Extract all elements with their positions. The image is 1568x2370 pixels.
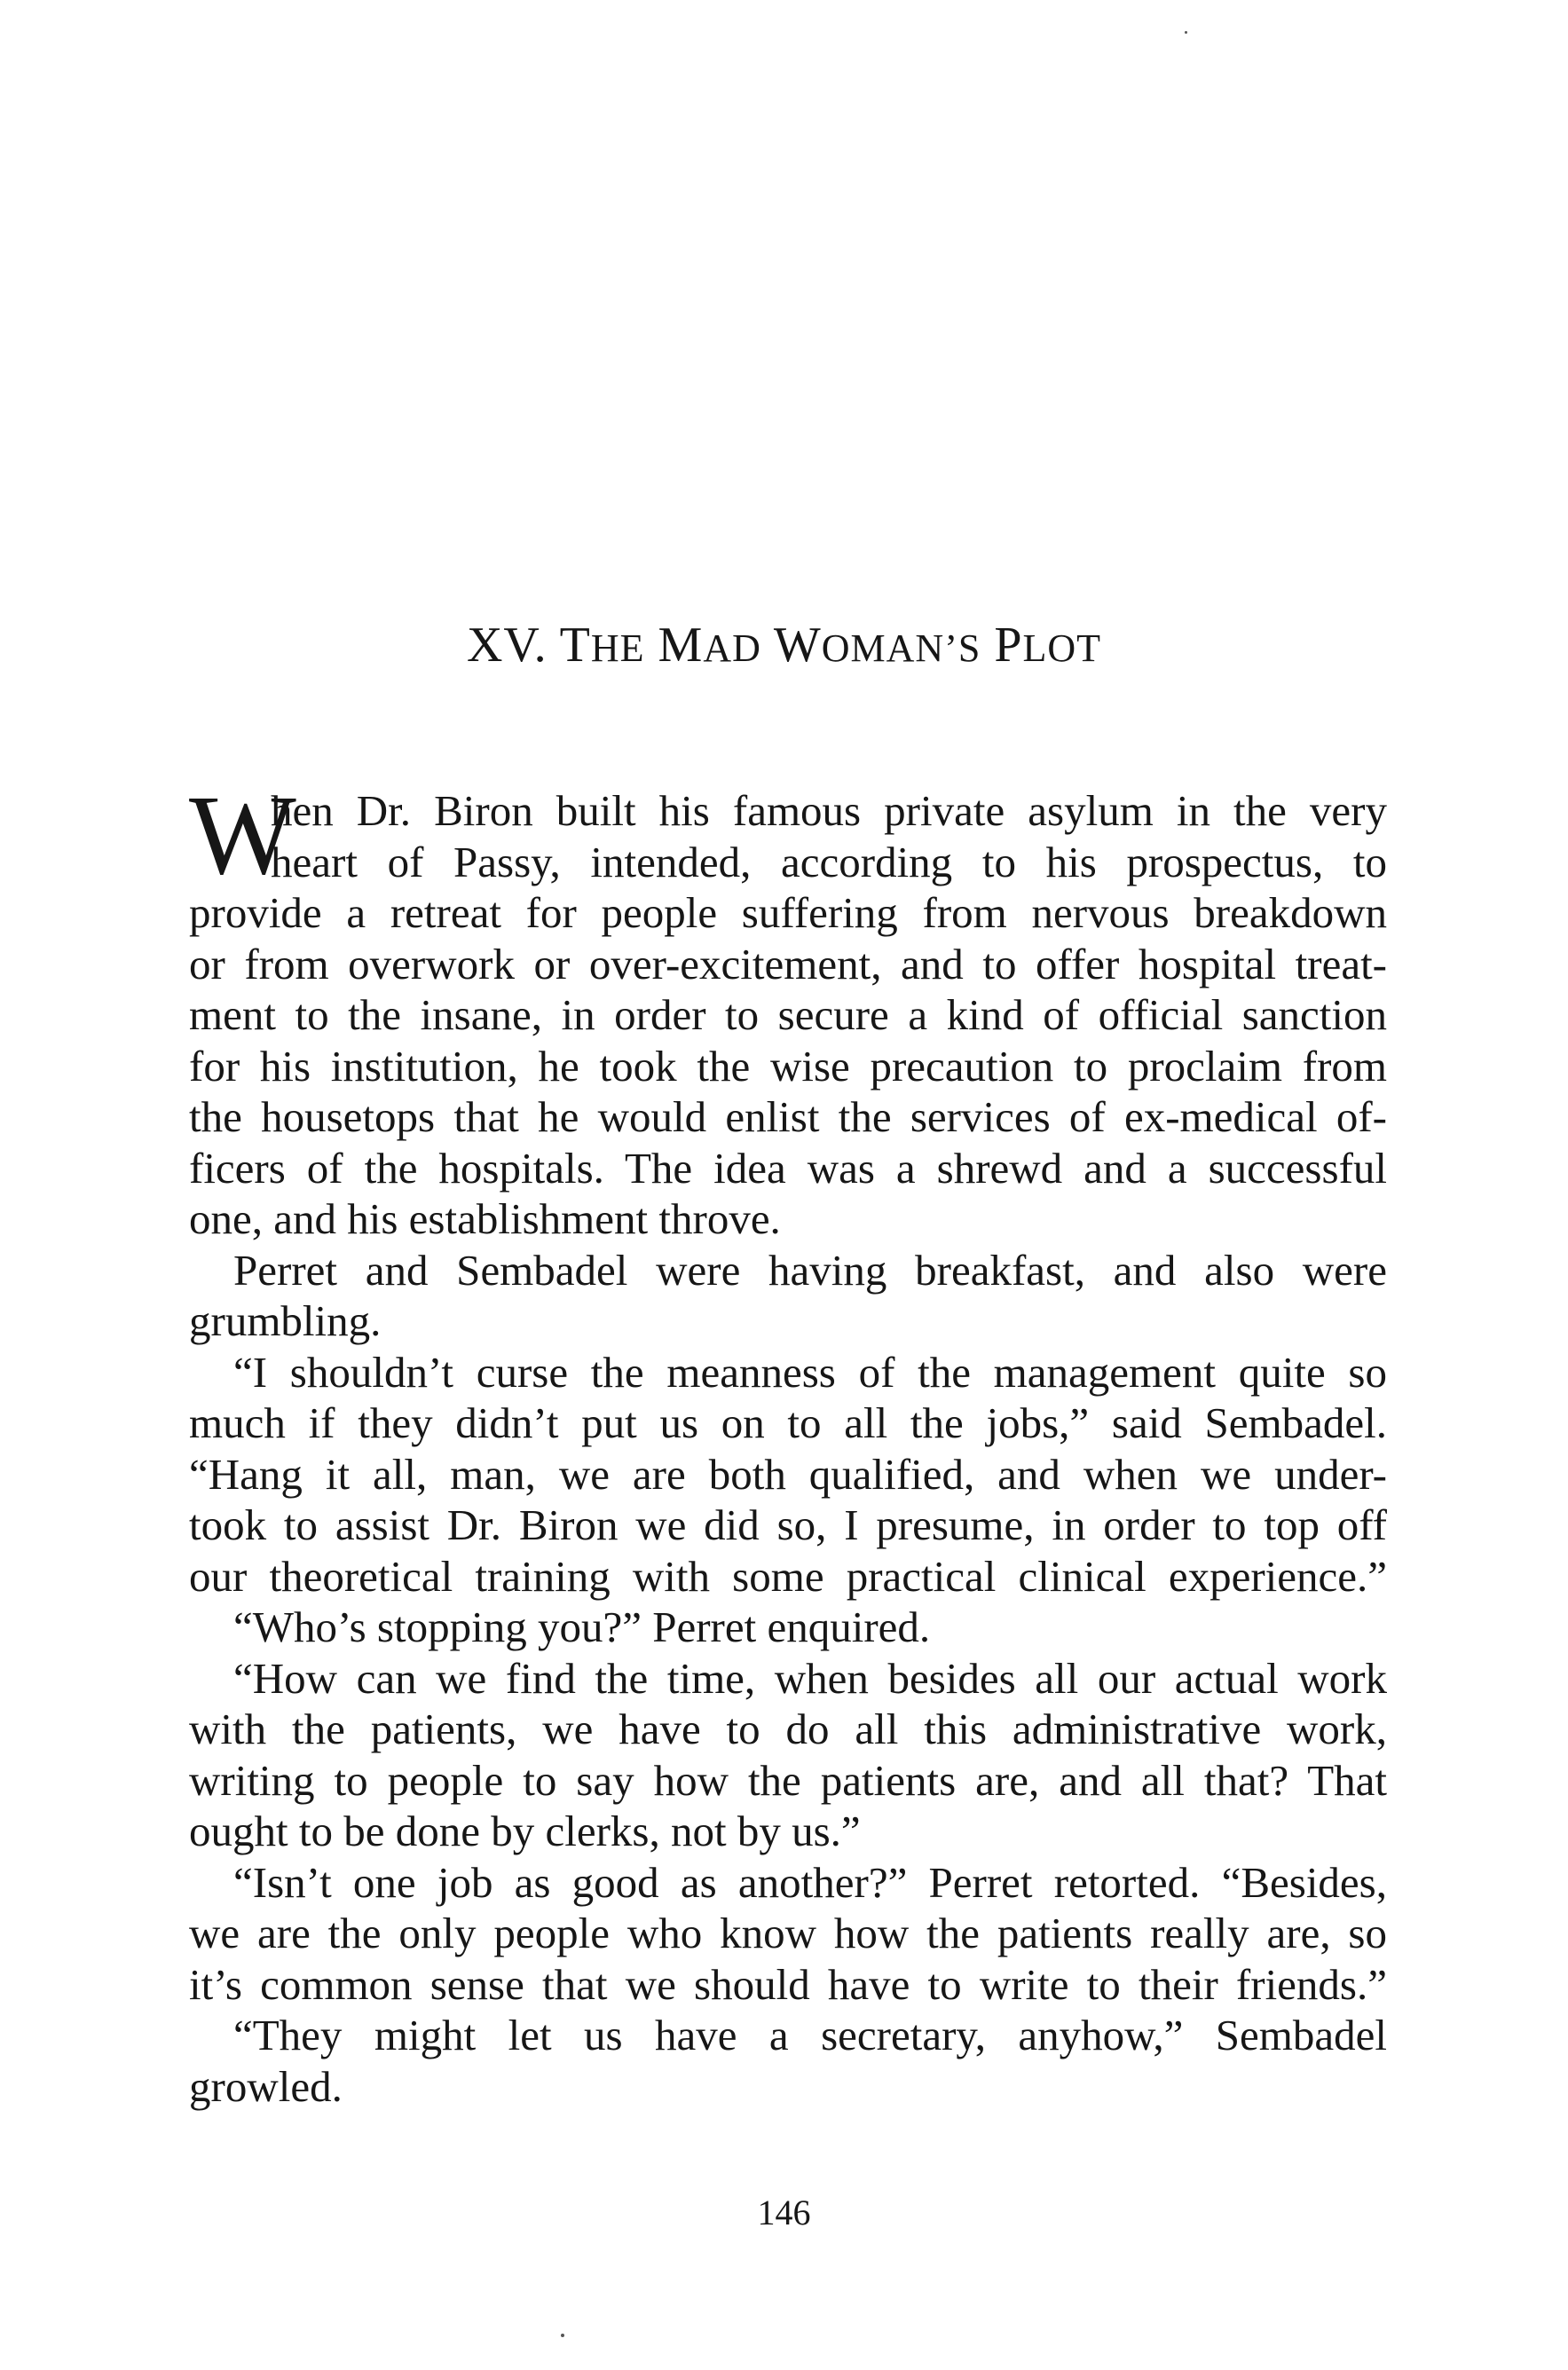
title-word-4: PLOT	[994, 618, 1102, 673]
text-line: “They might let us have a secretary, anyhow,” Sembadel	[233, 2011, 1387, 2059]
drop-cap: W	[189, 772, 296, 898]
text-line: one, and his establishment throve.	[189, 1194, 781, 1243]
text-line: provide a retreat for people suffering from nervous breakdown	[189, 888, 1387, 937]
text-line: took to assist Dr. Biron we did so, I presume, in order to top off	[189, 1500, 1387, 1549]
text-line: it’s common sense that we should have to write to their friends.”	[189, 1959, 1387, 2009]
text-line: hen Dr. Biron built his famous private asylum in the very	[271, 786, 1387, 835]
scan-speck	[561, 2334, 564, 2337]
text-line: our theoretical training with some practical clinical experience.”	[189, 1551, 1387, 1601]
text-line: “Who’s stopping you?” Perret enquired.	[233, 1602, 931, 1651]
text-line: Perret and Sembadel were having breakfast, and also were	[233, 1245, 1387, 1295]
text-line: ficers of the hospitals. The idea was a shrewd and a successful	[189, 1143, 1387, 1193]
body-text	[189, 772, 1387, 2112]
scan-speck	[1185, 31, 1187, 34]
text-line: for his institution, he took the wise precaution to proclaim from	[189, 1041, 1387, 1091]
text-line: ment to the insane, in order to secure a kind of official sanction	[189, 990, 1387, 1039]
text-line: “Hang it all, man, we are both qualified, and when we under-	[189, 1449, 1387, 1499]
text-line: ought to be done by clerks, not by us.”	[189, 1807, 861, 1855]
text-line: or from overwork or over-excitement, and to offer hospital treat-	[189, 939, 1387, 988]
title-word-2: MAD	[658, 618, 761, 673]
text-line: the housetops that he would enlist the services of ex-medical of-	[189, 1092, 1387, 1141]
title-word-3: WOMAN’S	[773, 618, 981, 673]
text-line: “Isn’t one job as good as another?” Perret retorted. “Besides,	[233, 1857, 1387, 1907]
page-number: 146	[757, 2193, 811, 2232]
text-line: “How can we find the time, when besides all our actual work	[233, 1653, 1387, 1703]
chapter-title	[0, 617, 1568, 673]
text-line: we are the only people who know how the patients really are, so	[189, 1909, 1387, 1957]
chapter-number: XV.	[466, 618, 548, 673]
text-line: with the patients, we have to do all this administrative work,	[189, 1705, 1387, 1753]
text-line: heart of Passy, intended, according to his prospectus, to	[271, 837, 1387, 886]
text-line: “I shouldn’t curse the meanness of the management quite so	[233, 1347, 1387, 1397]
title-word-1: THE	[559, 618, 645, 673]
text-line: much if they didn’t put us on to all the jobs,” said Sembadel.	[189, 1398, 1387, 1447]
text-line: growled.	[189, 2061, 343, 2111]
text-line: grumbling.	[189, 1296, 382, 1345]
text-line: writing to people to say how the patients are, and all that? That	[189, 1755, 1387, 1805]
